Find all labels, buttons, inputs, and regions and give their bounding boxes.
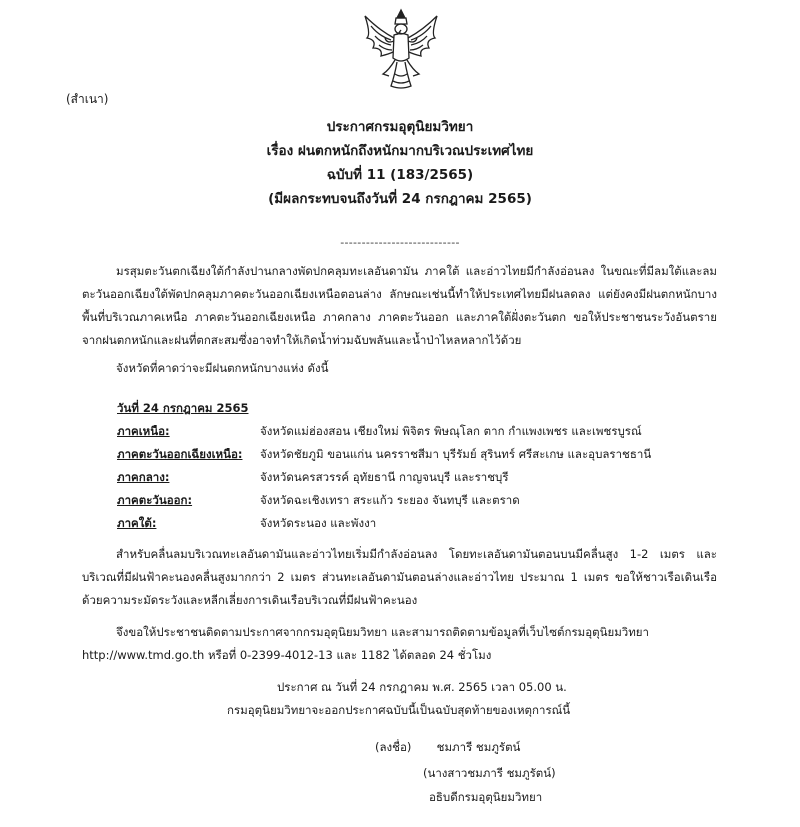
region-label: ภาคเหนือ: (117, 424, 170, 438)
weather-summary-text: มรสุมตะวันตกเฉียงใต้กำลังปานกลางพัดปกคลุมทะเลอันดามัน ภาคใต้ และอ่าวไทยมีกำลังอ่อนลง ในขณะที่มีลมใต้และลมตะวันออกเฉียงใต้พัดปกคลุมภาคตะวันออกเฉียงเหนือตอนล่าง ลักษณะเช่นนี้ทำให้ประเทศไทยมีฝนลดลง แต่ยังคงมีฝนตกหนักบางพื้นที่บริเวณภาคเหนือ ภาคตะวันออกเฉียงเหนือ ภาคกลาง ภาคตะวันออก และภาคใต้ฝั่งตะวันตก ขอให้ประชาชนระวังอันตรายจากฝนตกหนักและฝนที่ตกสะสมซึ่งอาจทำให้เกิดน้ำท่วมฉับพลันและน้ำป่าไหลหลากไว้ด้วย (82, 264, 717, 347)
region-label: ภาคกลาง: (117, 470, 170, 484)
announcement-datetime: ประกาศ ณ วันที่ 24 กรกฎาคม พ.ศ. 2565 เวลา 05.00 น. (277, 680, 567, 694)
issue-number: ฉบับที่ 11 (183/2565) (326, 167, 474, 183)
effective-date: (มีผลกระทบจนถึงวันที่ 24 กรกฎาคม 2565) (268, 191, 532, 207)
signatory-position: อธิบดีกรมอุตุนิยมวิทยา (429, 790, 543, 804)
region-label: ภาคตะวันออกเฉียงเหนือ: (117, 447, 243, 461)
announcement-header (0, 115, 800, 211)
contact-info: http://www.tmd.go.th หรือที่ 0-2399-4012-13 และ 1182 ได้ตลอด 24 ชั่วโมง (82, 648, 492, 662)
region-label: ภาคใต้: (117, 516, 157, 530)
region-provinces: จังหวัดระนอง และพังงา (260, 516, 377, 530)
agency-title: ประกาศกรมอุตุนิยมวิทยา (326, 119, 474, 135)
separator-line: ---------------------------- (340, 236, 460, 249)
garuda-emblem-icon (361, 8, 441, 92)
region-provinces: จังหวัดนครสวรรค์ อุทัยธานี กาญจนบุรี และราชบุรี (260, 470, 509, 484)
signature-line (375, 736, 520, 759)
region-provinces: จังหวัดฉะเชิงเทรา สระแก้ว ระยอง จันทบุรี และตราด (260, 493, 520, 507)
copy-label: (สำเนา) (66, 92, 109, 106)
signed-name: ชมภารี ชมภูรัตน์ (436, 740, 521, 754)
subject-line: เรื่อง ฝนตกหนักถึงหนักมากบริเวณประเทศไทย (266, 143, 534, 159)
forecast-date: วันที่ 24 กรกฎาคม 2565 (117, 401, 249, 415)
sea-conditions-text: สำหรับคลื่นลมบริเวณทะเลอันดามันและอ่าวไทยเริ่มมีกำลังอ่อนลง โดยทะเลอันดามันตอนบนมีคลื่นสูง 1-2 เมตร และบริเวณที่มีฝนฟ้าคะนองคลื่นสูงมากกว่า 2 เมตร ส่วนทะเลอันดามันตอนล่างและอ่าวไทย ประมาณ 1 เมตร ขอให้ชาวเรือเดินเรือด้วยความระมัดระวังและหลีกเลี่ยงการเดินเรือบริเวณที่มีฝนฟ้าคะนอง (82, 547, 717, 607)
region-provinces: จังหวัดชัยภูมิ ขอนแก่น นครราชสีมา บุรีรัมย์ สุรินทร์ ศรีสะเกษ และอุบลราชธานี (260, 447, 652, 461)
provinces-intro: จังหวัดที่คาดว่าจะมีฝนตกหนักบางแห่ง ดังนี้ (116, 361, 329, 375)
weather-summary-paragraph (82, 260, 717, 352)
region-label: ภาคตะวันออก: (117, 493, 193, 507)
signatory-full-name: (นางสาวชมภารี ชมภูรัตน์) (423, 766, 556, 780)
final-announcement-note: กรมอุตุนิยมวิทยาจะออกประกาศฉบับนี้เป็นฉบับสุดท้ายของเหตุการณ์นี้ (227, 703, 571, 717)
follow-instruction: จึงขอให้ประชาชนติดตามประกาศจากกรมอุตุนิยมวิทยา และสามารถติดตามข้อมูลที่เว็บไซต์กรมอุตุนิยมวิทยา (116, 625, 650, 639)
region-provinces: จังหวัดแม่ฮ่องสอน เชียงใหม่ พิจิตร พิษณุโลก ตาก กำแพงเพชร และเพชรบูรณ์ (260, 424, 642, 438)
signed-prefix: (ลงชื่อ) (375, 740, 412, 754)
sea-conditions-paragraph (82, 543, 717, 612)
